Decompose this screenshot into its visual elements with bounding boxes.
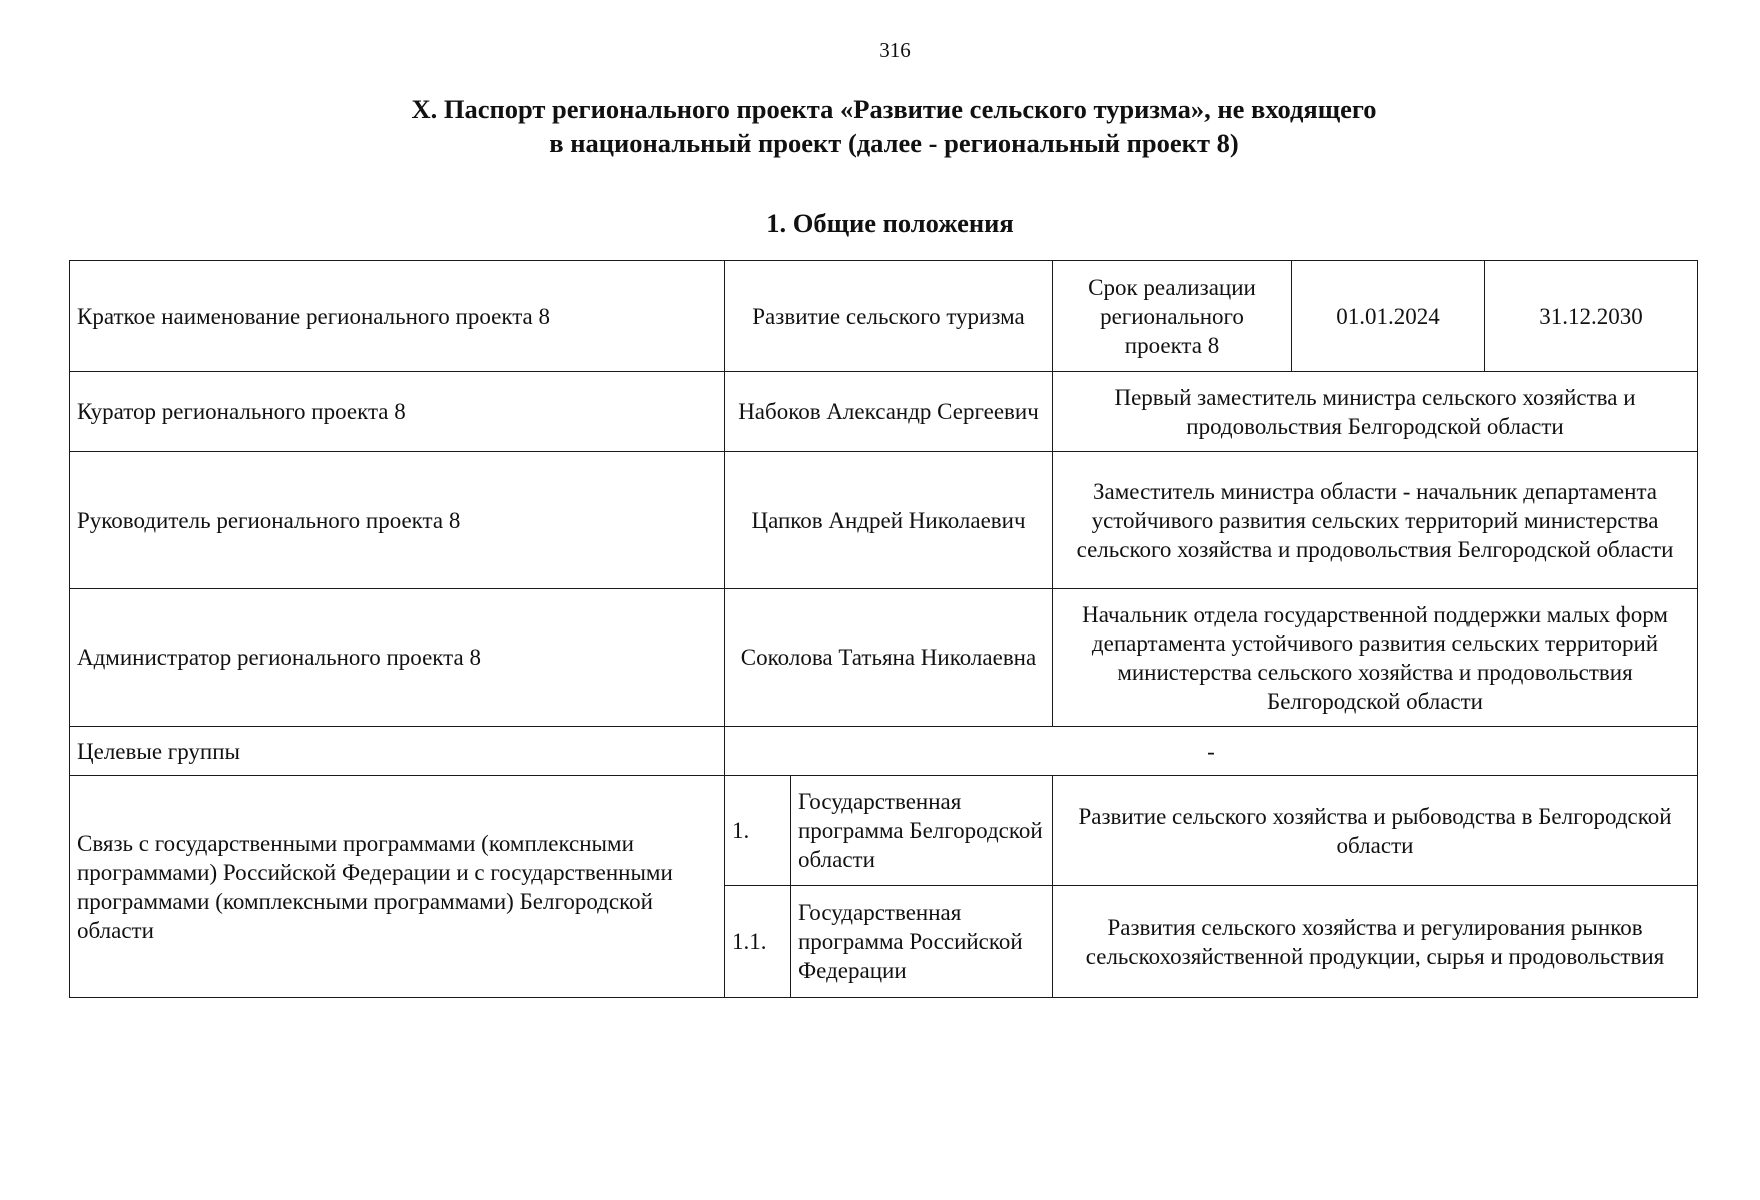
table-row-short-name [70, 261, 1698, 372]
implementation-start-date: 01.01.2024 [1292, 261, 1485, 372]
table-row-head [70, 452, 1698, 589]
program-name: Развитие сельского хозяйства и рыбоводства в Белгородской области [1053, 776, 1698, 886]
administrator-name: Соколова Татьяна Николаевна [725, 589, 1053, 727]
curator-name: Набоков Александр Сергеевич [725, 372, 1053, 452]
head-name: Цапков Андрей Николаевич [725, 452, 1053, 589]
table-row-administrator [70, 589, 1698, 727]
table-row-target-groups [70, 727, 1698, 776]
document-heading [0, 92, 1760, 160]
programs-link-label: Связь с государственными программами (комплексными программами) Российской Федерации и с государственными программами (комплексными программами) Белгородской области [70, 776, 725, 998]
short-name-label: Краткое наименование регионального проекта 8 [70, 261, 725, 372]
target-groups-value: - [725, 727, 1698, 776]
program-name: Развития сельского хозяйства и регулирования рынков сельскохозяйственной продукции, сырья и продовольствия [1053, 886, 1698, 998]
administrator-position: Начальник отдела государственной поддержки малых форм департамента устойчивого развития сельских территорий министерства сельского хозяйства и продовольствия Белгородской области [1053, 589, 1698, 727]
general-provisions-table [69, 260, 1698, 998]
program-type: Государственная программа Белгородской области [791, 776, 1053, 886]
administrator-label: Администратор регионального проекта 8 [70, 589, 725, 727]
short-name-value: Развитие сельского туризма [725, 261, 1053, 372]
program-type: Государственная программа Российской Федерации [791, 886, 1053, 998]
implementation-end-date: 31.12.2030 [1485, 261, 1698, 372]
head-label: Руководитель регионального проекта 8 [70, 452, 725, 589]
curator-position: Первый заместитель министра сельского хозяйства и продовольствия Белгородской области [1053, 372, 1698, 452]
page-number: 316 [879, 38, 911, 62]
program-number: 1.1. [725, 886, 791, 998]
table-row-program-1 [70, 776, 1698, 886]
program-number: 1. [725, 776, 791, 886]
table-row-curator [70, 372, 1698, 452]
section-title: 1. Общие положения [766, 208, 1014, 238]
target-groups-label: Целевые группы [70, 727, 725, 776]
document-heading-line-2: в национальный проект (далее - региональный проект 8) [549, 128, 1239, 158]
document-heading-line-1: X. Паспорт регионального проекта «Развитие сельского туризма», не входящего [411, 94, 1377, 124]
implementation-period-label: Срок реализации регионального проекта 8 [1053, 261, 1292, 372]
curator-label: Куратор регионального проекта 8 [70, 372, 725, 452]
head-position: Заместитель министра области - начальник департамента устойчивого развития сельских территорий министерства сельского хозяйства и продовольствия Белгородской области [1053, 452, 1698, 589]
